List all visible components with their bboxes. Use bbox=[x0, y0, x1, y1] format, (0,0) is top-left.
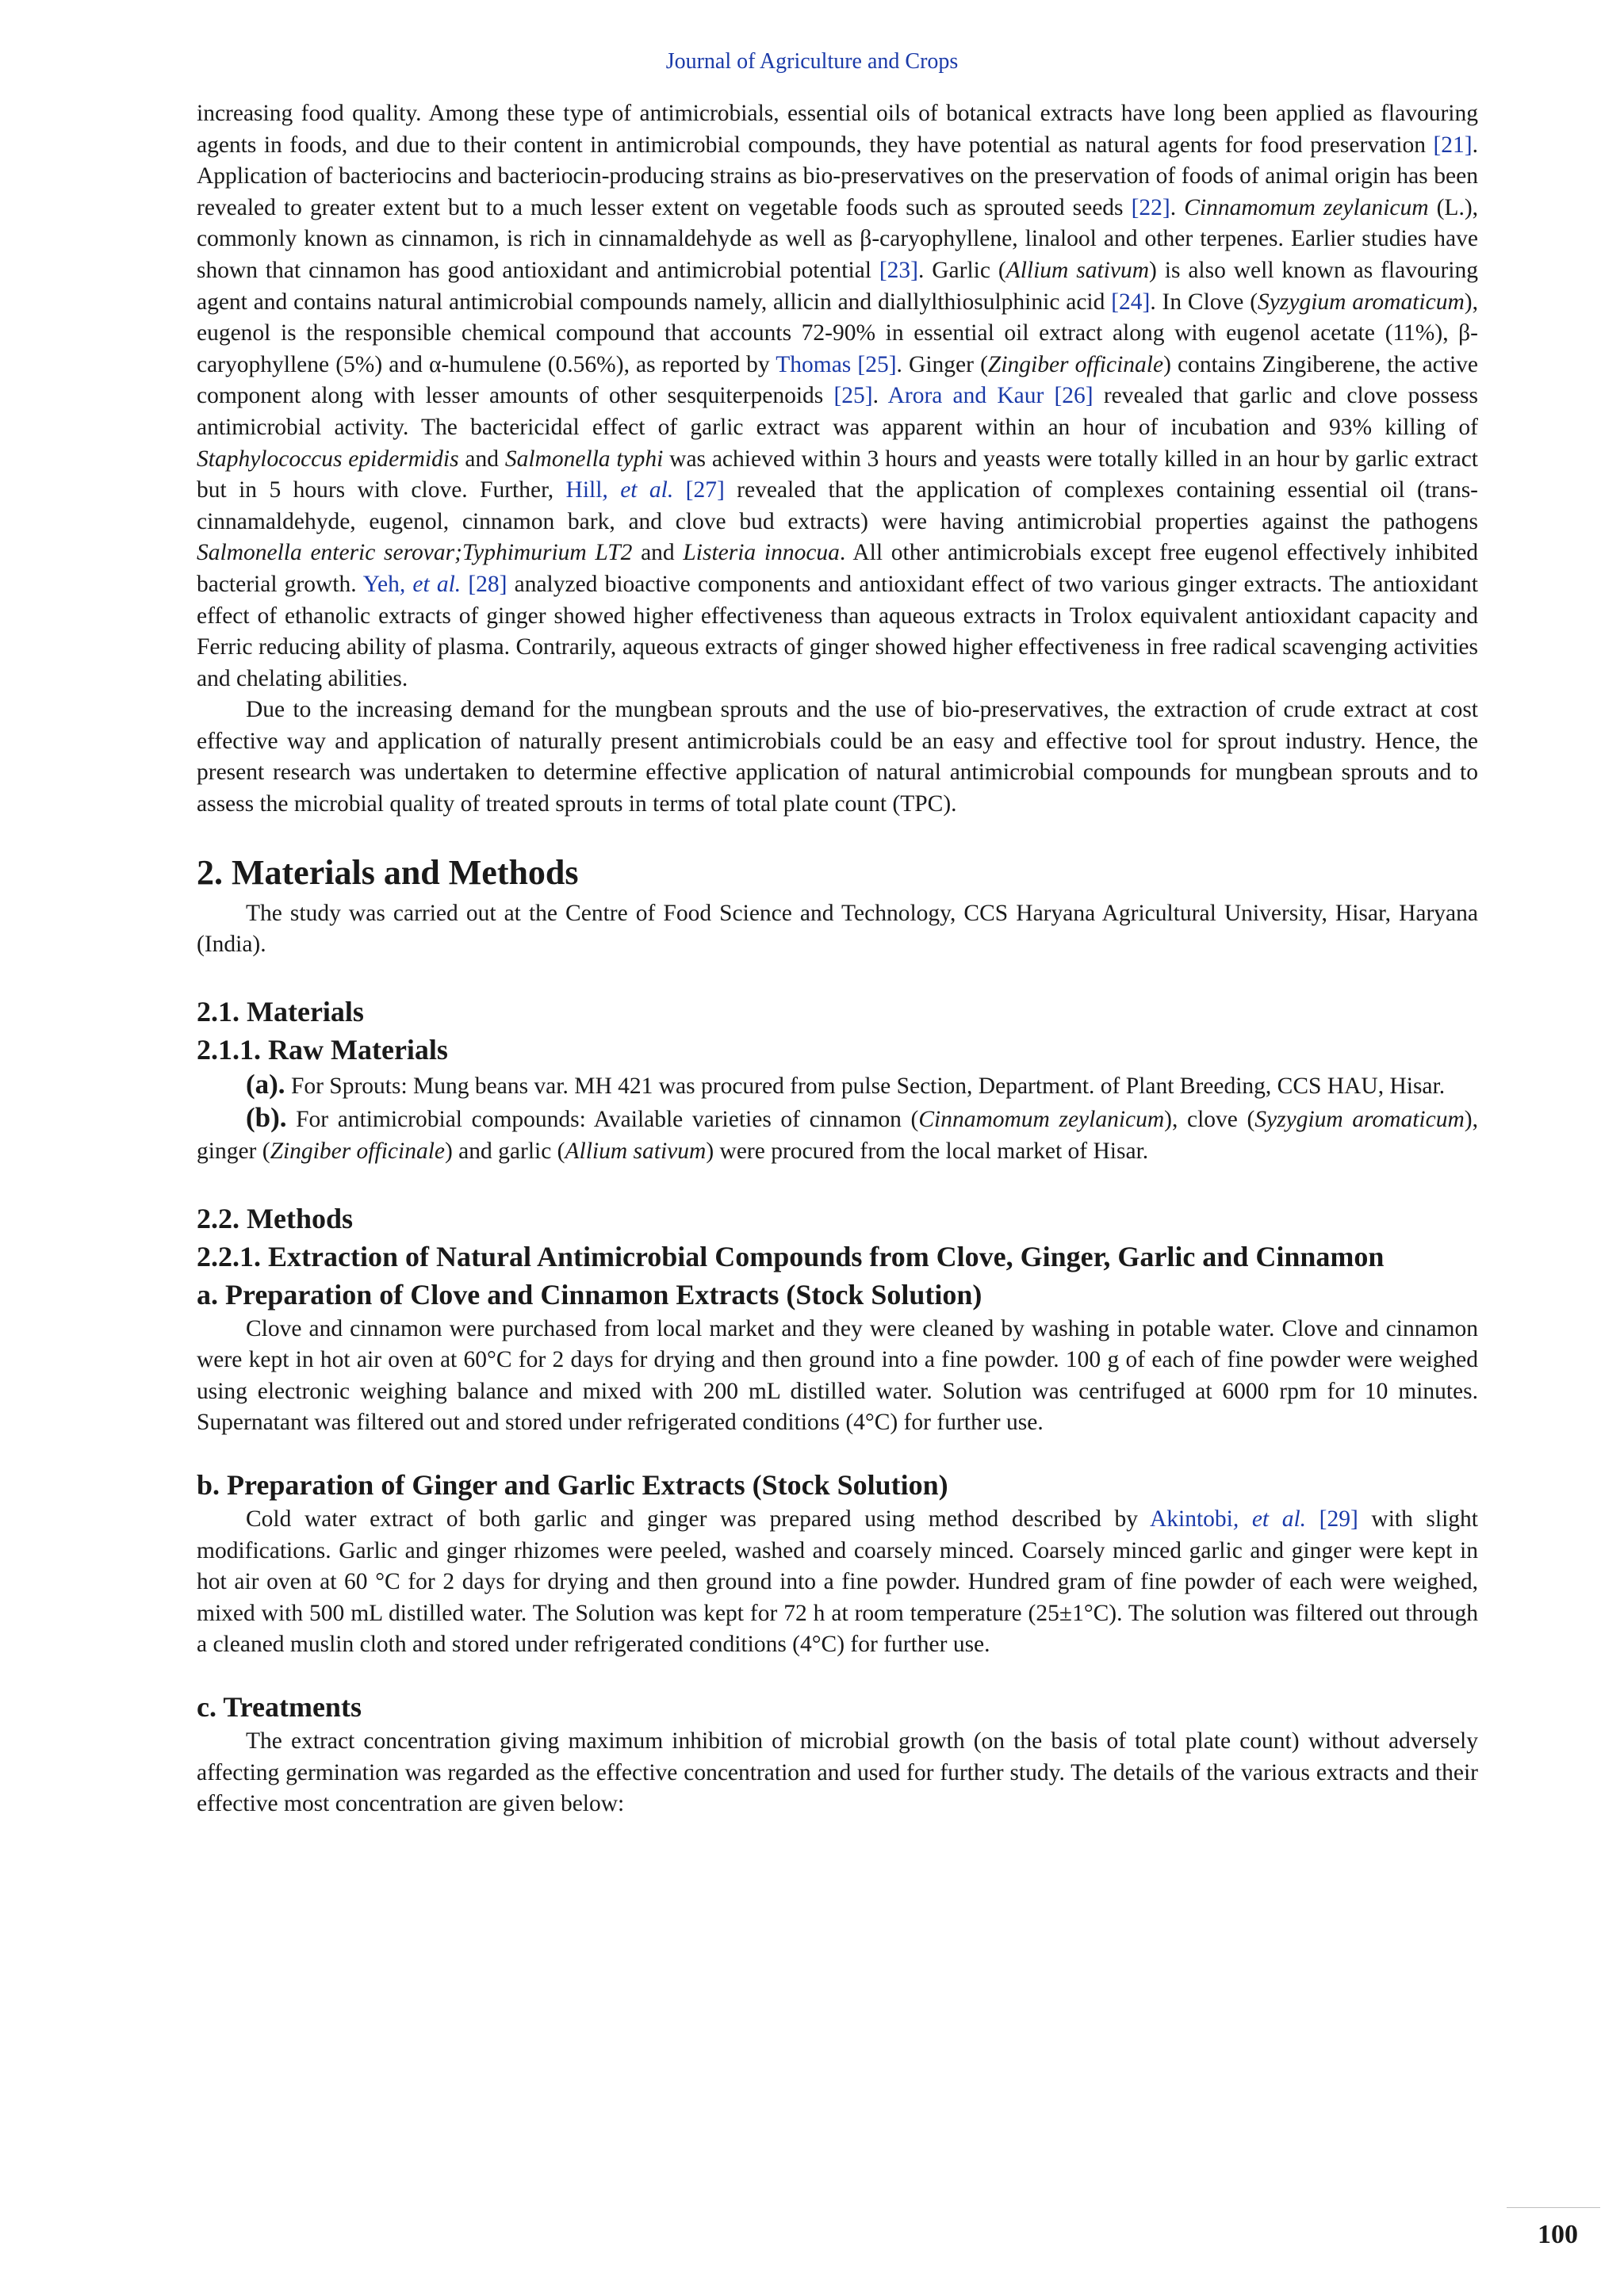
citation-25[interactable]: [25] bbox=[833, 383, 873, 409]
treatments-text: The extract concentration giving maximum inhibition of microbial growth (on the basis of total plate count) without adversely affecting germination was regarded as the effective concentration and used for further study. The details of the various extracts and their effective most concentration are given below: bbox=[197, 1728, 1478, 1817]
journal-header: Journal of Agriculture and Crops bbox=[665, 49, 959, 74]
intro-paragraph-2: Due to the increasing demand for the mungbean sprouts and the use of bio-preservatives, the extraction of crude extract at cost effective way and application of naturally present antimicrobials could be an easy and effective tool for sprout industry. Hence, the present research was undertaken to determine effective application of natural antimicrobial compounds for mungbean sprouts and to assess the microbial quality of treated sprouts in terms of total plate count (TPC). bbox=[197, 697, 1478, 817]
subsection-heading-raw-materials: 2.1.1. Raw Materials bbox=[197, 1033, 448, 1066]
article-body bbox=[197, 98, 1478, 1820]
raw-materials-item-b: (b). For antimicrobial compounds: Available varieties of cinnamon (Cinnamomum zeylanicum), clove (Syzygium aromaticum), ginger (Zingiber officinale) and garlic (Allium sativum) were procured from the local market of Hisar. bbox=[197, 1102, 1478, 1165]
heading-treatments: c. Treatments bbox=[197, 1690, 362, 1723]
citation-28-yeh[interactable]: Yeh, et al. [28] bbox=[362, 571, 508, 597]
citation-21[interactable]: [21] bbox=[1433, 132, 1473, 158]
heading-ginger-garlic-extracts: b. Preparation of Ginger and Garlic Extracts (Stock Solution) bbox=[197, 1469, 948, 1501]
subsection-heading-materials: 2.1. Materials bbox=[197, 995, 364, 1027]
study-location-text: The study was carried out at the Centre of Food Science and Technology, CCS Haryana Agricultural University, Hisar, Haryana (India). bbox=[197, 900, 1478, 958]
clove-cinnamon-text: Clove and cinnamon were purchased from local market and they were cleaned by washing in potable water. Clove and cinnamon were kept in hot air oven at 60°C for 2 days for drying and then ground into a fine powder. 100 g of each of fine powder were weighed using electronic weighing balance and mixed with 200 mL distilled water. Solution was centrifuged at 6000 rpm for 10 minutes. Supernatant was filtered out and stored under refrigerated conditions (4°C) for further use. bbox=[197, 1315, 1478, 1436]
intro-paragraph-1: increasing food quality. Among these type of antimicrobials, essential oils of botanical extracts have long been applied as flavouring agents in foods, and due to their content in antimicrobial compounds, they have potential as natural agents for food preservation [21]. Application of bacteriocins and bacteriocin-producing strains as bio-preservatives on the preservation of foods of animal origin has been revealed to greater extent but to a much lesser extent on vegetable foods such as sprouted seeds [22]. Cinnamomum zeylanicum (L.), commonly known as cinnamon, is rich in cinnamaldehyde as well as β-caryophyllene, linalool and other terpenes. Earlier studies have shown that cinnamon has good antioxidant and antimicrobial potential [23]. Garlic (Allium sativum) is also well known as flavouring agent and contains natural antimicrobial compounds namely, allicin and diallylthiosulphinic acid [24]. In Clove (Syzygium aromaticum), eugenol is the responsible chemical compound that accounts 72-90% in essential oil extract along with eugenol acetate (11%), β-caryophyllene (5%) and α-humulene (0.56%), as reported by Thomas [25]. Ginger (Zingiber officinale) contains Zingiberene, the active component along with lesser amounts of other sesquiterpenoids [25]. Arora and Kaur [26] revealed that garlic and clove possess antimicrobial activity. The bactericidal effect of garlic extract was apparent within an hour of incubation and 93% killing of Staphylococcus epidermidis and Salmonella typhi was achieved within 3 hours and yeasts were totally killed in an hour by garlic extract but in 5 hours with clove. Further, Hill, et al. [27] revealed that the application of complexes containing essential oil (trans-cinnamaldehyde, eugenol, cinnamon bark, and clove bud extracts) were having antimicrobial properties against the pathogens Salmonella enteric serovar;Typhimurium LT2 and Listeria innocua. All other antimicrobials except free eugenol effectively inhibited bacterial growth. Yeh, et al. [28] analyzed bioactive components and antioxidant effect of two various ginger extracts. The antioxidant effect of ethanolic extracts of ginger showed higher effectiveness than aqueous extracts in Trolox equivalent antioxidant capacity and Ferric reducing ability of plasma. Contrarily, aqueous extracts of ginger showed higher effectiveness in free radical scavenging activities and chelating abilities. bbox=[197, 101, 1479, 691]
citation-24[interactable]: [24] bbox=[1111, 289, 1151, 315]
citation-26-arora-kaur[interactable]: Arora and Kaur [26] bbox=[887, 383, 1094, 409]
citation-29-akintobi[interactable]: Akintobi, et al. [29] bbox=[1149, 1506, 1358, 1532]
subsection-heading-methods: 2.2. Methods bbox=[197, 1202, 353, 1234]
footer-rule bbox=[1507, 2207, 1600, 2208]
raw-materials-item-a: (a). For Sprouts: Mung beans var. MH 421 was procured from pulse Section, Department. of Plant Breeding, CCS HAU, Hisar. bbox=[246, 1068, 1446, 1100]
citation-23[interactable]: [23] bbox=[879, 257, 918, 283]
section-heading-materials-methods: 2. Materials and Methods bbox=[197, 852, 579, 892]
heading-clove-cinnamon-extracts: a. Preparation of Clove and Cinnamon Extracts (Stock Solution) bbox=[197, 1278, 982, 1311]
citation-27-hill[interactable]: Hill, et al. [27] bbox=[565, 477, 725, 503]
ginger-garlic-text: Cold water extract of both garlic and ginger was prepared using method described by Akintobi, et al. [29] with slight modifications. Garlic and ginger rhizomes were peeled, washed and coarsely minced. Coarsely minced garlic and ginger were kept in hot air oven at 60 °C for 2 days for drying and then ground into a fine powder. Hundred gram of fine powder of each were weighed, mixed with 500 mL distilled water. The Solution was kept for 72 h at room temperature (25±1°C). The solution was filtered out through a cleaned muslin cloth and stored under refrigerated conditions (4°C) for further use. bbox=[197, 1506, 1478, 1658]
subsection-heading-extraction: 2.2.1. Extraction of Natural Antimicrobial Compounds from Clove, Ginger, Garlic and Cinnamon bbox=[197, 1240, 1385, 1272]
page-number: 100 bbox=[1538, 2220, 1578, 2249]
citation-22[interactable]: [22] bbox=[1131, 194, 1170, 220]
citation-25-thomas[interactable]: Thomas [25] bbox=[776, 351, 897, 377]
